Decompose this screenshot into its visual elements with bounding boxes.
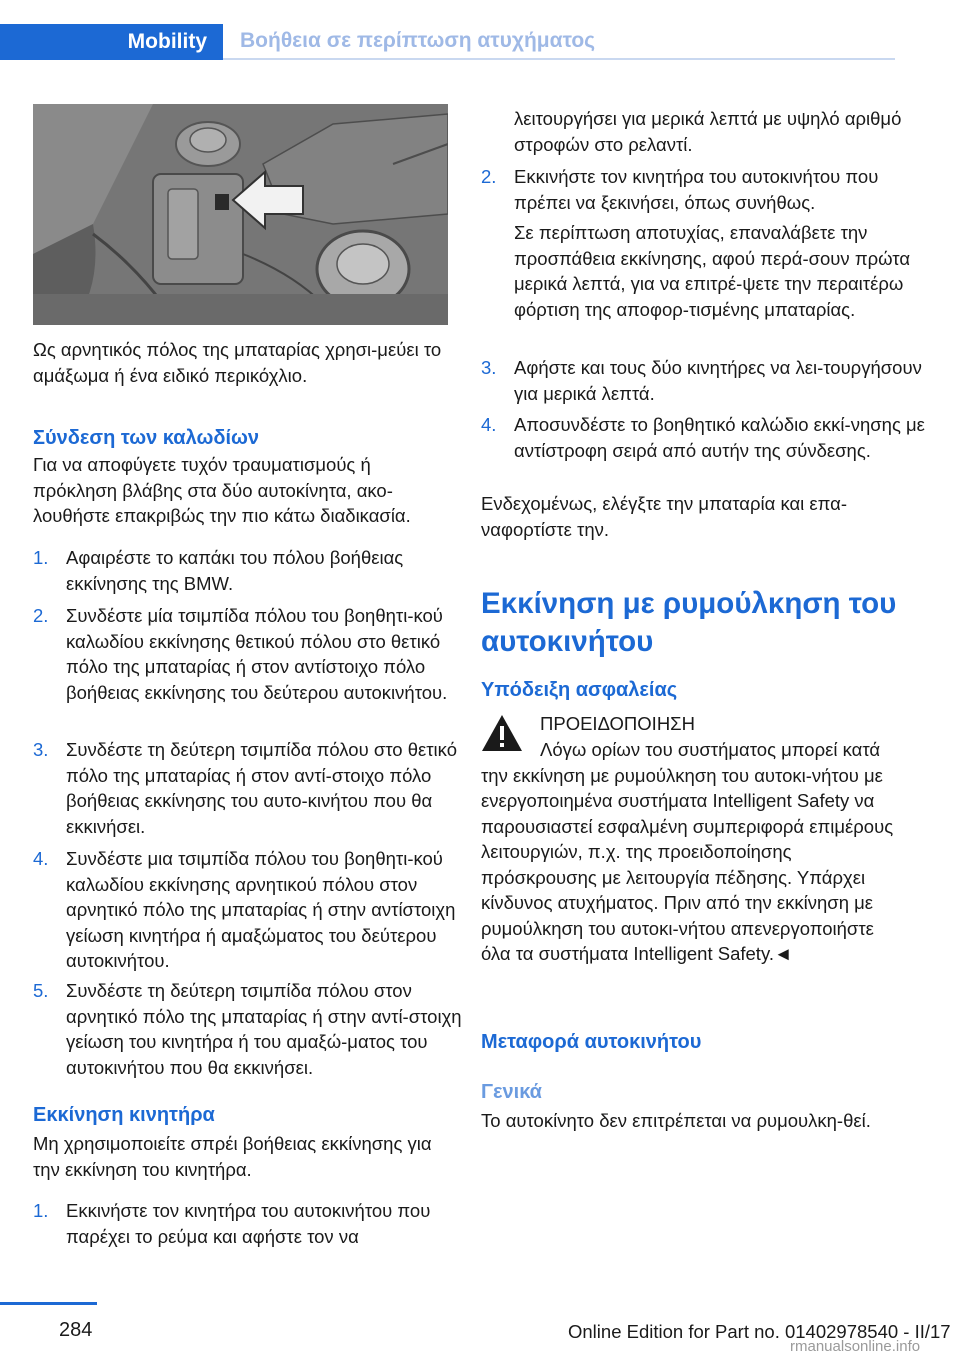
general-text: Το αυτοκίνητο δεν επιτρέπεται να ρυμουλκη‐θεί. bbox=[481, 1110, 871, 1131]
page-number: 284 bbox=[59, 1319, 93, 1341]
general-heading: Γενικά bbox=[481, 1081, 542, 1103]
connect-step bbox=[33, 978, 480, 1080]
step-number: 1. bbox=[33, 1200, 49, 1221]
engine-outro: Ενδεχομένως, ελέγξτε την μπαταρία και επα‐ναφορτίστε την. bbox=[481, 493, 848, 540]
step-number: 4. bbox=[33, 848, 49, 869]
connect-step bbox=[33, 545, 480, 596]
page-header bbox=[0, 24, 895, 60]
engine-step bbox=[481, 412, 928, 463]
step-number: 4. bbox=[481, 414, 497, 435]
tow-start-heading: Εκκίνηση με ρυμούλκηση του αυτοκινήτου bbox=[481, 587, 897, 658]
warning-label: ΠΡΟΕΙΔΟΠΟΙΗΣΗ bbox=[540, 713, 695, 734]
engine-step-note: Σε περίπτωση αποτυχίας, επαναλάβετε την προσπάθεια εκκίνησης, αφού περά‐σουν πρώτα μερικά λεπτά, για να επιτρέ‐ψετε την περαιτέρω φόρτιση της αποφορ‐τισμένης μπαταρίας. bbox=[514, 222, 911, 320]
connect-step bbox=[33, 603, 480, 705]
safety-heading: Υπόδειξη ασφαλείας bbox=[481, 679, 678, 701]
footer-rule bbox=[0, 1302, 97, 1305]
figure-caption: Ως αρνητικός πόλος της μπαταρίας χρησι‐μεύει το αμάξωμα ή ένα ειδικό περικόχλιο. bbox=[33, 339, 442, 386]
step-text: Αφαιρέστε το καπάκι του πόλου βοήθειας εκκίνησης της BMW. bbox=[66, 547, 404, 594]
warning-text: Λόγω ορίων του συστήματος μπορεί κατά την εκκίνηση με ρυμούλκηση του αυτοκι‐νήτου με ενεργοποιημένα συστήματα Intelligent Safety να παρουσιαστεί εσφαλμένη συμπεριφορά επιμέρους λειτουργιών, π.χ. της προειδοποίησης πρόσκρουσης με λειτουργία πέδησης. Υπάρχει κίνδυνος ατυχήματος. Πριν από την εκκίνηση με ρυμούλκηση του αυτοκι‐νήτου απενεργοποιήστε όλα τα συστήματα Intelligent Safety.◄ bbox=[481, 739, 894, 964]
step-number: 3. bbox=[33, 739, 49, 760]
step-text: Εκκινήστε τον κινητήρα του αυτοκινήτου που παρέχει το ρεύμα και αφήστε τον να bbox=[66, 1200, 431, 1247]
chapter-tab: Βοήθεια σε περίπτωση ατυχήματος bbox=[223, 24, 895, 60]
connect-step bbox=[33, 737, 480, 839]
transport-heading: Μεταφορά αυτοκινήτου bbox=[481, 1031, 702, 1053]
step-text: Αφήστε και τους δύο κινητήρες να λει‐τουργήσουν για μερικά λεπτά. bbox=[514, 357, 922, 404]
section-tab: Mobility bbox=[0, 24, 223, 60]
step-text: Συνδέστε τη δεύτερη τσιμπίδα πόλου στον αρνητικό πόλο της μπαταρίας ή στην αντί‐στοιχη γείωση του κινητήρα ή του αμαξώ‐ματος του αυτοκινήτου που θα εκκινήσει. bbox=[66, 980, 462, 1078]
step-text: Συνδέστε μία τσιμπίδα πόλου του βοηθητι‐κού καλωδίου εκκίνησης θετικού πόλου στο θετικό πόλο της μπαταρίας ή στον αντίστοιχο πόλο βοήθειας εκκίνησης του δεύτερου αυτοκινήτου. bbox=[66, 605, 448, 703]
step-number: 5. bbox=[33, 980, 49, 1001]
step-text: Συνδέστε μια τσιμπίδα πόλου του βοηθητι‐κού καλωδίου εκκίνησης αρνητικού πόλου στον αρνητικό πόλο της μπαταρίας ή στην αντίστοιχη γείωση κινητήρα ή αμαξώματος του δεύτερου αυτοκινήτου. bbox=[66, 848, 456, 971]
connect-cables-heading: Σύνδεση των καλωδίων bbox=[33, 427, 260, 449]
step-number: 2. bbox=[33, 605, 49, 626]
engine-step bbox=[33, 1198, 480, 1249]
engine-step-continued: λειτουργήσει για μερικά λεπτά με υψηλό αριθμό στροφών στο ρελαντί. bbox=[514, 108, 902, 155]
engine-step bbox=[481, 164, 928, 215]
step-number: 3. bbox=[481, 357, 497, 378]
warning-box bbox=[481, 711, 895, 964]
engine-bay-illustration bbox=[33, 104, 448, 325]
step-number: 2. bbox=[481, 166, 497, 187]
step-text: Αποσυνδέστε το βοηθητικό καλώδιο εκκί‐νησης με αντίστροφη σειρά από αυτήν της σύνδεσης. bbox=[514, 414, 925, 461]
connect-cables-intro: Για να αποφύγετε τυχόν τραυματισμούς ή πρόκληση βλάβης στα δύο αυτοκίνητα, ακο‐λουθήστε επακριβώς την πιο κάτω διαδικασία. bbox=[33, 454, 411, 526]
engine-start-intro: Μη χρησιμοποιείτε σπρέι βοήθειας εκκίνησης για την εκκίνηση του κινητήρα. bbox=[33, 1133, 432, 1180]
engine-step bbox=[481, 355, 928, 406]
edition-note: Online Edition for Part no. 01402978540 - II/17 bbox=[568, 1321, 951, 1342]
engine-start-heading: Εκκίνηση κινητήρα bbox=[33, 1104, 215, 1126]
step-text: Εκκινήστε τον κινητήρα του αυτοκινήτου που πρέπει να ξεκινήσει, όπως συνήθως. bbox=[514, 166, 879, 213]
step-text: Συνδέστε τη δεύτερη τσιμπίδα πόλου στο θετικό πόλο της μπαταρίας ή στον αντί‐στοιχο πόλο βοήθειας εκκίνησης του αυτο‐κινήτου που θα εκκινήσει. bbox=[66, 739, 457, 837]
connect-step bbox=[33, 846, 480, 974]
watermark: rmanualsonline.info bbox=[790, 1338, 921, 1355]
step-number: 1. bbox=[33, 547, 49, 568]
